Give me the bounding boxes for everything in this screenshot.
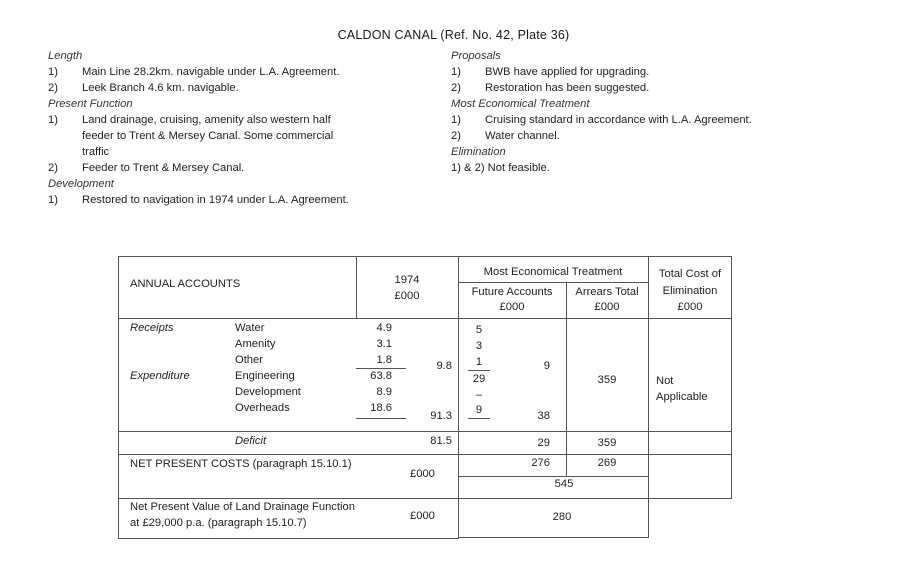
length-item	[48, 64, 448, 80]
npc-future: 276	[531, 457, 550, 469]
item-text: Main Line 28.2km. navigable under L.A. Agreement.	[82, 66, 340, 78]
proposals-item	[451, 80, 871, 96]
table-border-left	[118, 256, 119, 538]
present-function-item	[48, 112, 448, 160]
row-label-engineering: Engineering	[235, 370, 295, 382]
col-1974-left	[356, 256, 357, 318]
arrears-value: 359	[597, 374, 617, 386]
col-elim-left	[648, 256, 649, 538]
item-text: Cruising standard in accordance with L.A. Agreement.	[485, 114, 752, 126]
item-number: 2)	[451, 130, 461, 142]
proposals-item	[451, 64, 871, 80]
expenditure-subtotal-rule	[356, 418, 406, 419]
header-bottom-rule	[118, 318, 732, 319]
row-1974-overheads: 18.6	[370, 402, 392, 414]
elimination-header: Elimination	[662, 285, 718, 297]
met-header-divider	[458, 282, 648, 283]
row-future-development: –	[475, 389, 483, 401]
item-text-line: feeder to Trent & Mersey Canal. Some commercial	[82, 130, 334, 142]
row-1974-other: 1.8	[376, 354, 392, 366]
row-label-development: Development	[235, 386, 301, 398]
item-text: Water channel.	[485, 130, 560, 142]
col-1974-unit: £000	[394, 290, 420, 302]
left-column	[48, 48, 448, 208]
most-economical-header: Most Economical Treatment	[483, 266, 623, 278]
right-column	[451, 48, 871, 176]
future-accounts-header: Future Accounts	[471, 286, 553, 298]
total-cost-header: Total Cost of	[658, 268, 722, 280]
npc-total: 545	[554, 478, 574, 490]
deficit-top-rule	[118, 431, 732, 432]
item-text: Restored to navigation in 1974 under L.A. Agreement.	[82, 194, 349, 206]
most-economical-item	[451, 128, 871, 144]
row-1974-engineering: 63.8	[370, 370, 392, 382]
deficit-1974: 81.5	[430, 435, 452, 447]
elimination-not: Not	[656, 375, 674, 387]
table-border-bottom	[118, 538, 459, 539]
arrears-total-unit: £000	[594, 301, 620, 313]
row-future-amenity: 3	[475, 340, 483, 352]
length-heading: Length	[48, 50, 83, 62]
elimination-applicable: Applicable	[656, 391, 708, 403]
most-economical-heading: Most Economical Treatment	[451, 98, 590, 110]
row-1974-development: 8.9	[376, 386, 392, 398]
item-text-line: Land drainage, cruising, amenity also western half	[82, 114, 331, 126]
npc-arrears: 269	[597, 457, 617, 469]
row-1974-water: 4.9	[376, 322, 392, 334]
deficit-future: 29	[537, 437, 550, 449]
row-future-engineering: 29	[472, 373, 486, 385]
item-number: 1)	[48, 114, 58, 126]
item-text: Restoration has been suggested.	[485, 82, 650, 94]
row-label-other: Other	[235, 354, 263, 366]
npv-label-line2: at £29,000 p.a. (paragraph 15.10.7)	[130, 517, 307, 529]
receipts-total-1974: 9.8	[436, 360, 452, 372]
annual-accounts-header: ANNUAL ACCOUNTS	[130, 278, 241, 290]
elimination-heading: Elimination	[451, 146, 506, 158]
receipts-label: Receipts	[130, 322, 174, 334]
item-number: 1)	[48, 194, 58, 206]
most-economical-item	[451, 112, 871, 128]
expenditure-future-rule	[468, 418, 490, 419]
col-1974-header: 1974	[394, 274, 420, 286]
proposals-heading: Proposals	[451, 50, 501, 62]
row-label-amenity: Amenity	[235, 338, 276, 350]
present-function-heading: Present Function	[48, 98, 133, 110]
development-item	[48, 192, 448, 208]
npv-label-line1: Net Present Value of Land Drainage Function	[130, 501, 355, 513]
expenditure-total-future: 38	[537, 410, 550, 422]
item-number: 1)	[451, 114, 461, 126]
npc-mid-rule	[458, 476, 648, 477]
total-cost-unit: £000	[677, 301, 703, 313]
npv-unit: £000	[410, 510, 435, 522]
item-number: 2)	[48, 82, 58, 94]
expenditure-total-1974: 91.3	[430, 410, 452, 422]
present-function-item	[48, 160, 448, 176]
row-1974-amenity: 3.1	[376, 338, 392, 350]
deficit-label: Deficit	[235, 435, 267, 447]
table-border-top	[118, 256, 732, 257]
receipts-subtotal-rule	[356, 368, 406, 369]
table-border-bottom-right	[459, 537, 648, 538]
annual-accounts-table	[118, 256, 732, 538]
development-heading: Development	[48, 178, 114, 190]
item-text: BWB have applied for upgrading.	[485, 66, 650, 78]
arrears-total-header: Arrears Total	[575, 286, 639, 298]
item-text: Leek Branch 4.6 km. navigable.	[82, 82, 239, 94]
receipts-total-future: 9	[543, 360, 550, 372]
expenditure-label: Expenditure	[130, 370, 190, 382]
row-future-other: 1	[475, 356, 483, 368]
item-number: 2)	[451, 82, 461, 94]
item-number: 1)	[451, 66, 461, 78]
item-number: 2)	[48, 162, 58, 174]
row-future-water: 5	[475, 324, 483, 336]
document-title: CALDON CANAL (Ref. No. 42, Plate 36)	[337, 28, 570, 42]
item-number: 1)	[48, 66, 58, 78]
npv-value: 280	[552, 511, 572, 523]
item-text-line: traffic	[82, 146, 110, 158]
npc-top-rule	[118, 454, 732, 455]
row-future-overheads: 9	[475, 404, 483, 416]
future-accounts-unit: £000	[499, 301, 525, 313]
length-item	[48, 80, 448, 96]
npc-label: NET PRESENT COSTS (paragraph 15.10.1)	[130, 458, 352, 470]
npc-unit: £000	[410, 468, 435, 480]
item-text: Feeder to Trent & Mersey Canal.	[82, 162, 245, 174]
elimination-text: 1) & 2) Not feasible.	[451, 162, 550, 174]
receipts-future-rule	[468, 370, 490, 371]
row-label-water: Water	[235, 322, 265, 334]
npv-top-rule	[118, 498, 732, 499]
row-label-overheads: Overheads	[235, 402, 290, 414]
deficit-arrears: 359	[597, 437, 617, 449]
